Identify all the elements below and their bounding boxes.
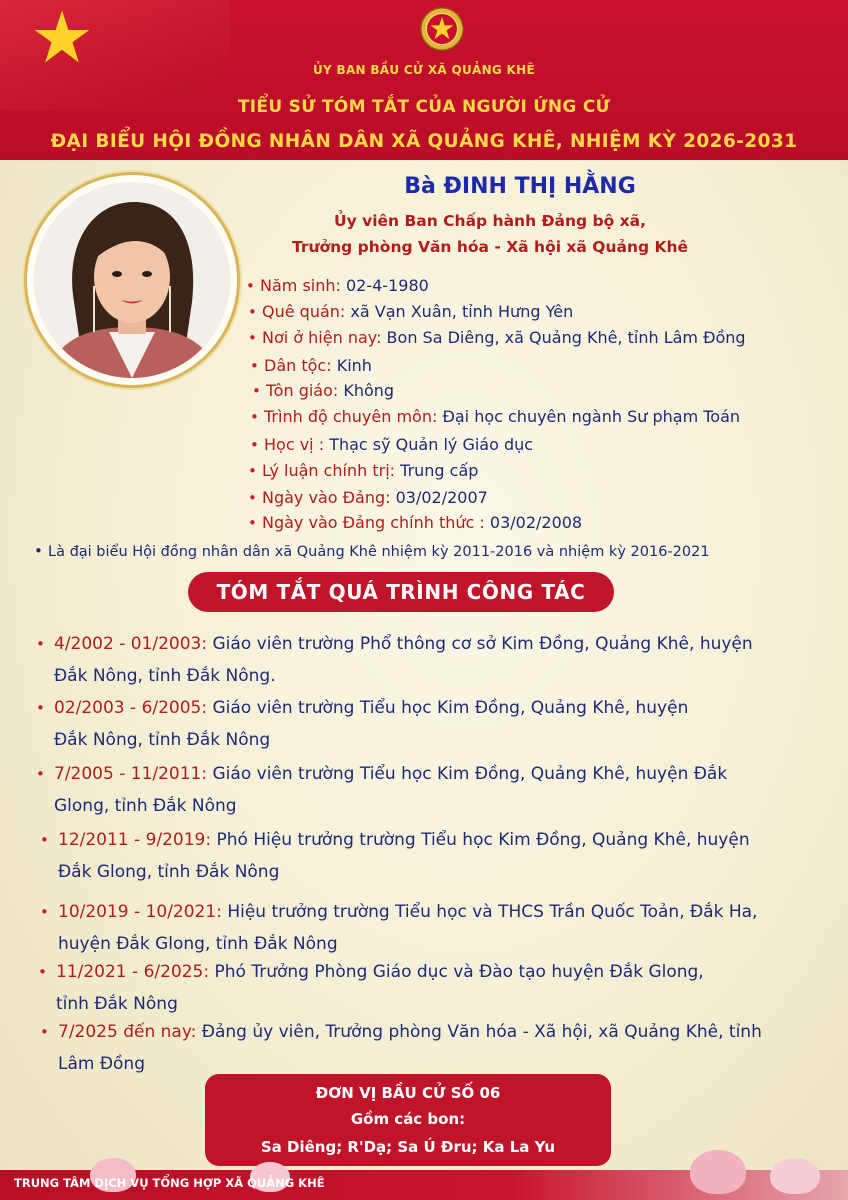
candidate-portrait [34,182,230,378]
header-banner [0,0,848,160]
info-degree: • Học vị : Thạc sỹ Quản lý Giáo dục [250,435,534,454]
document-title: TIỂU SỬ TÓM TẮT CỦA NGƯỜI ỨNG CỬ [237,97,611,117]
bullet-icon: • [38,963,47,981]
lotus-decoration [770,1158,820,1194]
bullet-icon: • [40,903,49,921]
bullet-icon: • [250,436,259,454]
bullet-icon: • [40,831,49,849]
bullet-icon: • [36,765,45,783]
info-political-theory: • Lý luận chính trị: Trung cấp [248,461,479,480]
info-party-official-date: • Ngày vào Đảng chính thức : 03/02/2008 [248,513,583,532]
electoral-unit-title: ĐƠN VỊ BẦU CỬ SỐ 06 [315,1084,501,1102]
footer-organization: TRUNG TÂM DỊCH VỤ TỔNG HỢP XÃ QUẢNG KHÊ [14,1176,325,1190]
candidate-position-line1: Ủy viên Ban Chấp hành Đảng bộ xã, [334,212,646,230]
election-committee: ỦY BAN BẦU CỬ XÃ QUẢNG KHÊ [313,63,535,77]
info-hometown: • Quê quán: xã Vạn Xuân, tỉnh Hưng Yên [248,302,574,321]
bullet-icon: • [248,462,257,480]
document-subtitle: ĐẠI BIỂU HỘI ĐỒNG NHÂN DÂN XÃ QUẢNG KHÊ, NHIỆM KỲ 2026-2031 [50,131,798,152]
electoral-unit-villages: Sa Diêng; R'Dạ; Sa Ú Đru; Ka La Yu [260,1138,556,1156]
electoral-unit-subtitle: Gồm các bon: [350,1110,466,1128]
info-ethnicity: • Dân tộc: Kinh [250,356,372,375]
work-history-heading: TÓM TẮT QUÁ TRÌNH CÔNG TÁC [188,572,614,612]
national-emblem-icon [419,6,465,52]
work-history-item: • 11/2021 - 6/2025: Phó Trưởng Phòng Giáo dục và Đào tạo huyện Đắk Glong, tỉnh Đắk Nông [38,956,704,1020]
candidate-name: Bà ĐINH THỊ HẰNG [404,174,636,199]
bullet-icon: • [252,382,261,400]
work-history-item: • 4/2002 - 01/2003: Giáo viên trường Phổ thông cơ sở Kim Đồng, Quảng Khê, huyện Đắk Nông, tỉnh Đắk Nông. [36,628,753,692]
bullet-icon: • [250,408,259,426]
bullet-icon: • [40,1023,49,1041]
work-history-item: • 02/2003 - 6/2005: Giáo viên trường Tiểu học Kim Đồng, Quảng Khê, huyện Đắk Nông, tỉnh Đắk Nông [36,692,688,756]
info-birth-year: • Năm sinh: 02-4-1980 [246,276,429,295]
work-history-item: • 7/2005 - 11/2011: Giáo viên trường Tiểu học Kim Đồng, Quảng Khê, huyện Đắk Glong, tỉnh Đắk Nông [36,758,727,822]
info-residence: • Nơi ở hiện nay: Bon Sa Diêng, xã Quảng Khê, tỉnh Lâm Đồng [248,328,746,347]
info-religion: • Tôn giáo: Không [252,381,395,400]
work-history-item: • 12/2011 - 9/2019: Phó Hiệu trưởng trường Tiểu học Kim Đồng, Quảng Khê, huyện Đắk Glong, tỉnh Đắk Nông [40,824,750,888]
previous-term-note: • Là đại biểu Hội đồng nhân dân xã Quảng Khê nhiệm kỳ 2011-2016 và nhiệm kỳ 2016-2021 [34,542,710,560]
info-professional-level: • Trình độ chuyên môn: Đại học chuyên ngành Sư phạm Toán [250,407,741,426]
electoral-unit-box [205,1074,611,1166]
lotus-decoration [690,1150,746,1194]
candidate-position-line2: Trưởng phòng Văn hóa - Xã hội xã Quảng Khê [291,238,689,256]
bullet-icon: • [248,489,257,507]
bullet-icon: • [36,699,45,717]
bullet-icon: • [250,357,259,375]
bullet-icon: • [248,303,257,321]
bullet-icon: • [246,277,255,295]
work-history-item: • 7/2025 đến nay: Đảng ủy viên, Trưởng phòng Văn hóa - Xã hội, xã Quảng Khê, tỉnh Lâm Đồng [40,1016,762,1080]
bullet-icon: • [34,542,43,560]
info-party-join-date: • Ngày vào Đảng: 03/02/2007 [248,488,488,507]
bullet-icon: • [248,514,257,532]
bullet-icon: • [36,635,45,653]
bullet-icon: • [248,329,257,347]
work-history-item: • 10/2019 - 10/2021: Hiệu trưởng trường Tiểu học và THCS Trần Quốc Toản, Đắk Ha, huyện Đắk Glong, tỉnh Đắk Nông [40,896,757,960]
star-icon [33,8,91,66]
